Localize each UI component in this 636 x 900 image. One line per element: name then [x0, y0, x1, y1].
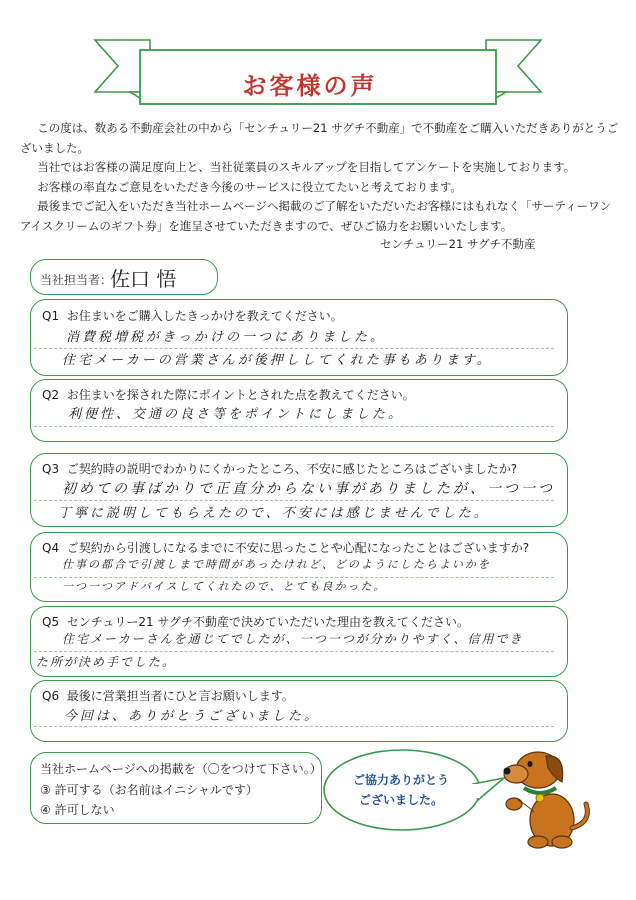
q4-number: Q4 [42, 541, 60, 555]
q2-text: お住まいを探された際にポイントとされた点を教えてください。 [66, 388, 415, 402]
q4-answer-2: 一つ一つアドバイスしてくれたので、とても良かった。 [62, 580, 387, 593]
q1-answer-2: 住宅メーカーの営業さんが後押ししてくれた事もあります。 [62, 353, 493, 368]
q1-answer-1: 消費税増税がきっかけの一つにありました。 [66, 330, 387, 345]
q2-number: Q2 [42, 388, 60, 402]
rep-label: 当社担当者： [40, 273, 113, 287]
q3-answer-1: 初めての事ばかりで正直分からない事がありましたが、一つ一つ [62, 481, 555, 497]
q5-label [42, 613, 469, 630]
consent-option-allow[interactable] [40, 781, 258, 798]
q4-label [42, 539, 529, 556]
rep-name: 佐口 悟 [110, 267, 177, 291]
q3-answer-2: 丁寧に説明してもらえたので、不安には感じませんでした。 [58, 506, 490, 521]
intro-paragraph-2: 当社ではお客様の満足度向上と、当社従業員のスキルアップを目指してアンケートを実施しております。 [37, 160, 576, 174]
option-number-3: ③ [40, 783, 51, 797]
intro-paragraph-3: お客様の率直なご意見をいただき今後のサービスに役立てたいと考えております。 [37, 179, 462, 194]
q3-number: Q3 [42, 462, 60, 476]
q1-number: Q1 [42, 309, 60, 323]
q3-label [42, 460, 517, 477]
q1-label [42, 307, 343, 324]
q4-answer-1: 仕事の都合で引渡しまで時間があったけれど、どのようにしたらよいかを [62, 558, 491, 571]
intro-paragraph-1: この度は、数ある不動産会社の中から「センチュリー21 サグチ不動産」で不動産をご購入いただきありがとうございました。 [20, 121, 619, 155]
q2-rule [34, 426, 554, 427]
company-name: センチュリー21 サグチ不動産 [380, 237, 536, 251]
option-label-deny: 許可しない [54, 803, 115, 817]
q3-text: ご契約時の説明でわかりにくかったところ、不安に感じたところはございましたか? [66, 462, 518, 476]
option-label-allow: 許可する（お名前はイニシャルです） [54, 783, 258, 797]
consent-title: 当社ホームページへの掲載を（〇をつけて下さい。） [40, 762, 322, 776]
intro-text [20, 119, 620, 236]
bubble-line-2: ございました。 [358, 793, 443, 807]
q5-rule [34, 651, 554, 652]
q1-text: お住まいをご購入したきっかけを教えてください。 [66, 309, 343, 323]
q6-rule [34, 726, 554, 727]
q5-text: センチュリー21 サグチ不動産で決めていただいた理由を教えてください。 [66, 615, 469, 629]
page-title: お客様の声 [242, 72, 378, 100]
option-number-4: ④ [40, 803, 51, 817]
q5-answer-2: た所が決め手でした。 [36, 655, 177, 669]
title-banner [0, 0, 636, 120]
q6-label [42, 687, 294, 704]
q5-number: Q5 [42, 615, 60, 629]
q6-number: Q6 [42, 689, 60, 703]
dog-mascot-icon [494, 738, 604, 850]
q5-answer-1: 住宅メーカーさんを通じてでしたが、一つ一つが分かりやすく、信用でき [62, 632, 524, 646]
q6-text: 最後に営業担当者にひと言お願いします。 [66, 689, 294, 703]
q6-answer-1: 今回は、ありがとうございました。 [64, 709, 321, 724]
q4-text: ご契約から引渡しになるまでに不安に思ったことや心配になったことはございますか? [66, 541, 530, 555]
consent-option-deny[interactable] [40, 801, 115, 818]
q2-answer-1: 利便性、交通の良さ等をポイントにしました。 [68, 407, 405, 422]
q2-label [42, 386, 415, 403]
intro-paragraph-4: 最後までご記入をいただき当社ホームページへ掲載のご了解をいただいたお客様にはもれなく「サーティーワンアイスクリームのギフト券」を進呈させていただきますので、ぜひご協力をお願いいたします。 [20, 199, 612, 233]
bubble-line-1: ご協力ありがとう [352, 773, 449, 787]
q3-rule [34, 500, 554, 501]
thanks-bubble-text [326, 752, 476, 832]
